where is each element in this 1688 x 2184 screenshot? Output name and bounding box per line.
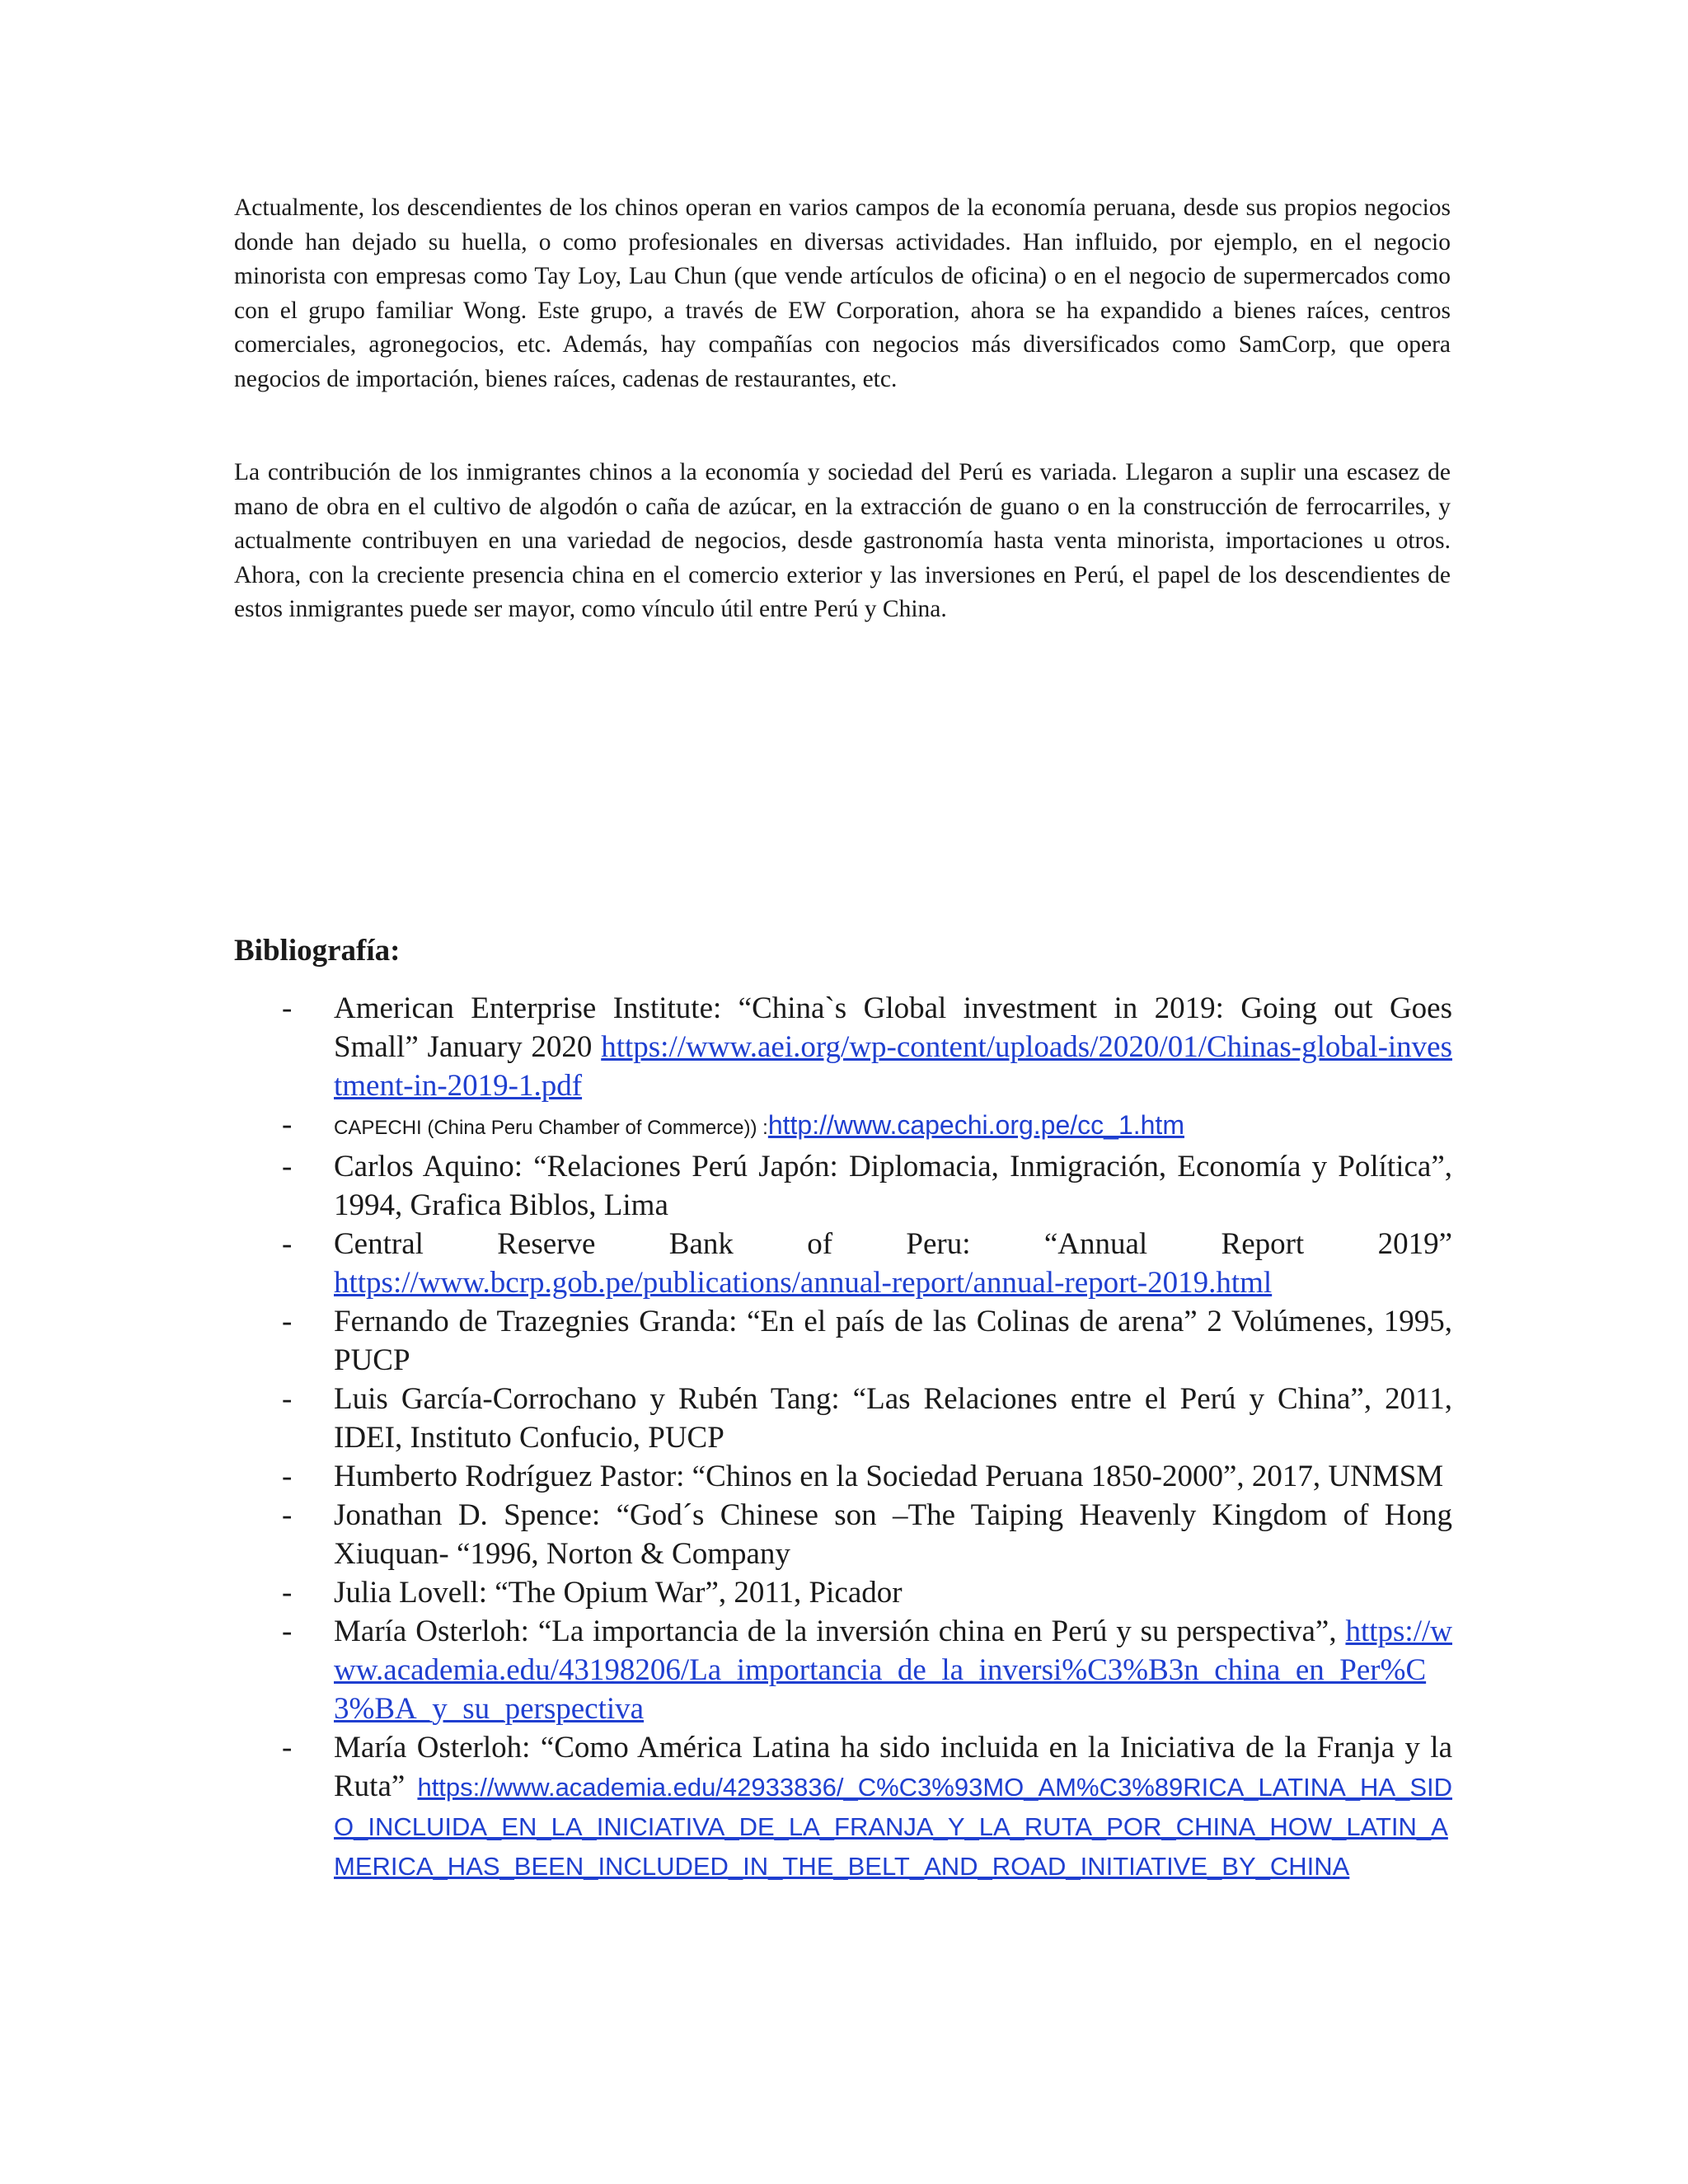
list-bullet: - [282,1150,293,1183]
bibliography-entry [234,1225,1452,1302]
entry-text: Fernando de Trazegnies Granda: “En el país de las Colinas de arena” 2 Volúmenes, 1995, PUCP [334,1305,1452,1377]
entry-text: Carlos Aquino: “Relaciones Perú Japón: Diplomacia, Inmigración, Economía y Política”, 1994, Grafica Biblos, Lima [334,1150,1452,1222]
bibliography-entry [234,1302,1452,1380]
bibliography-entry [234,1147,1452,1225]
bibliography-entry [234,1496,1452,1573]
entry-text: Luis García-Corrochano y Rubén Tang: “Las Relaciones entre el Perú y China”, 2011, IDEI, Instituto Confucio, PUCP [334,1382,1452,1455]
bibliography-heading: Bibliografía: [234,934,401,968]
entry-link[interactable]: http://www.capechi.org.pe/cc_1.htm [767,1110,1184,1140]
entry-link[interactable]: https://www.academia.edu/43198206/La_importancia_de_la_inversi%C3%B3n_china_en_Per%C3%BA_y_su_perspectiva [334,1615,1452,1726]
list-bullet: - [282,1498,293,1532]
bibliography-entry [234,1380,1452,1457]
list-bullet: - [282,1460,293,1493]
list-bullet: - [282,1731,293,1765]
list-bullet: - [282,1305,293,1338]
entry-link[interactable]: https://www.academia.edu/42933836/_C%C3%93MO_AM%C3%89RICA_LATINA_HA_SIDO_INCLUIDA_EN_LA_INICIATIVA_DE_LA_FRANJA_Y_LA_RUTA_POR_CHINA_HOW_LATIN_AMERICA_HAS_BEEN_INCLUDED_IN_THE_BELT_AND_ROAD_INITIATIVE_BY_CHINA [334,1773,1452,1881]
list-bullet: - [282,1382,293,1416]
entry-text: Humberto Rodríguez Pastor: “Chinos en la Sociedad Peruana 1850-2000”, 2017, UNMSM [334,1460,1444,1493]
bibliography-entry [234,1105,1452,1147]
bibliography-list [234,989,1452,1886]
entry-text: María Osterloh: “Como América Latina ha sido incluida en la Iniciativa de la Franja y la Ruta” [334,1731,1452,1803]
bibliography-entry [234,1728,1452,1886]
list-bullet: - [282,1108,293,1141]
bibliography-entry [234,989,1452,1105]
entry-text: Jonathan D. Spence: “God´s Chinese son –The Taiping Heavenly Kingdom of Hong Xiuquan- “1996, Norton & Company [334,1498,1452,1571]
list-bullet: - [282,1576,293,1610]
bibliography-entry [234,1573,1452,1612]
list-bullet: - [282,1227,293,1261]
entry-link[interactable]: https://www.bcrp.gob.pe/publications/annual-report/annual-report-2019.html [334,1266,1273,1300]
entry-link[interactable]: https://www.aei.org/wp-content/uploads/2020/01/Chinas-global-investment-in-2019-1.pdf [334,1030,1452,1103]
entry-text: Central Reserve Bank of Peru: “Annual Report 2019” [334,1227,1452,1261]
bibliography-entry [234,1612,1452,1728]
entry-text: American Enterprise Institute: “China`s Global investment in 2019: Going out Goes Small” January 2020 [334,991,1452,1064]
body-paragraph-1: Actualmente, los descendientes de los chinos operan en varios campos de la economía peruana, desde sus propios negocios donde han dejado su huella, o como profesionales en diversas actividades. Han influido, por ejemplo, en el negocio minorista con empresas como Tay Loy, Lau Chun (que vende artículos de oficina) o en el negocio de supermercados como con el grupo familiar Wong. Este grupo, a través de EW Corporation, ahora se ha expandido a bienes raíces, centros comerciales, agronegocios, etc. Además, hay compañías con negocios más diversificados como SamCorp, que opera negocios de importación, bienes raíces, cadenas de restaurantes, etc. [234,194,1451,392]
bibliography-entry [234,1457,1452,1496]
entry-text: CAPECHI (China Peru Chamber of Commerce)) : [334,1117,768,1139]
entry-text: Julia Lovell: “The Opium War”, 2011, Picador [334,1576,903,1610]
list-bullet: - [282,1615,293,1648]
entry-text: María Osterloh: “La importancia de la inversión china en Perú y su perspectiva”, [334,1615,1346,1648]
body-paragraph-2: La contribución de los inmigrantes chinos a la economía y sociedad del Perú es variada. Llegaron a suplir una escasez de mano de obra en el cultivo de algodón o caña de azúcar, en la extracción de guano o en la construcción de ferrocarriles, y actualmente contribuyen en una variedad de negocios, desde gastronomía hasta venta minorista, importaciones u otros. Ahora, con la creciente presencia china en el comercio exterior y las inversiones en Perú, el papel de los descendientes de estos inmigrantes puede ser mayor, como vínculo útil entre Perú y China. [234,459,1451,622]
list-bullet: - [282,991,293,1025]
